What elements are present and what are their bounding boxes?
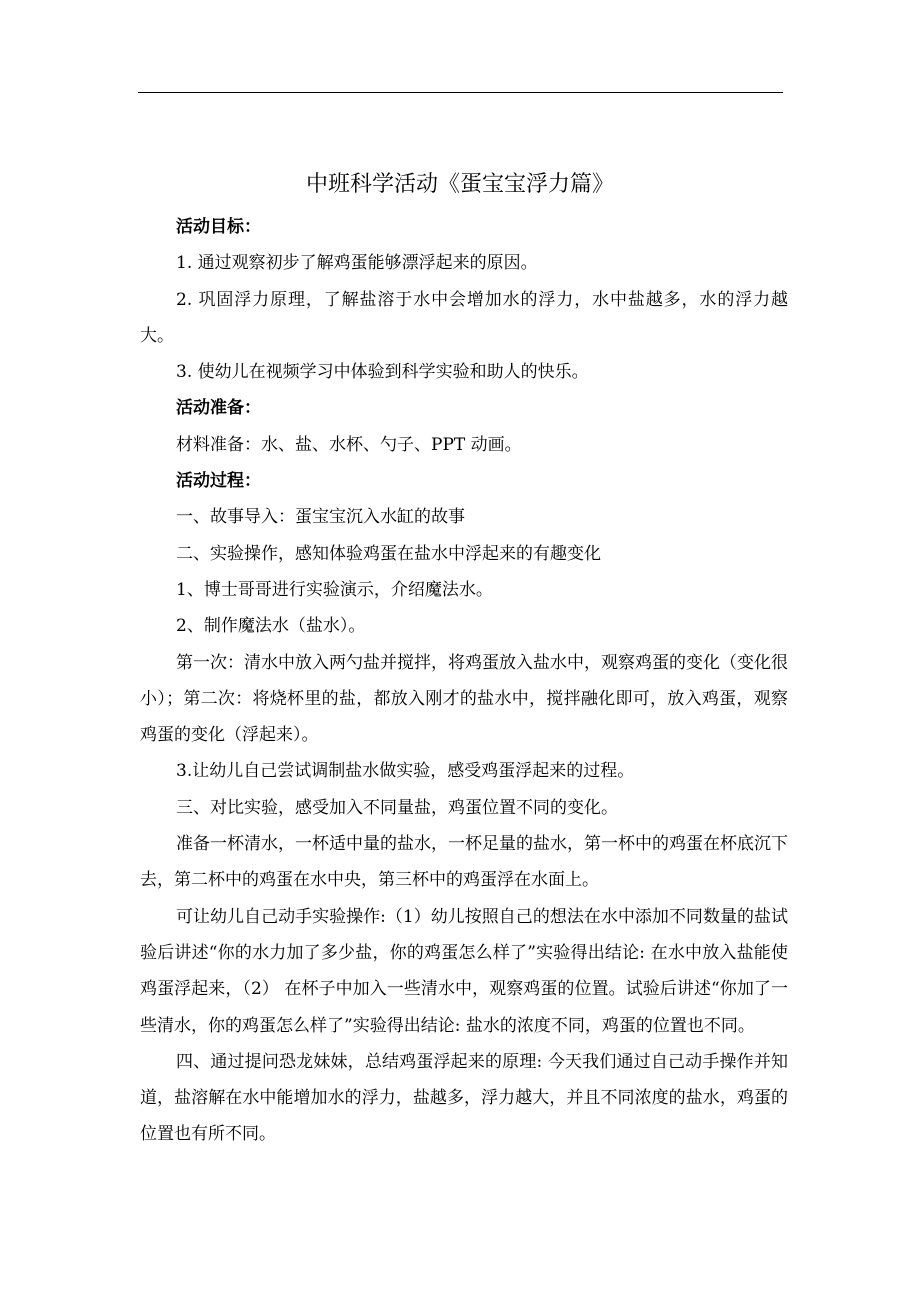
body-paragraph: 1、博士哥哥进行实验演示，介绍魔法水。 bbox=[176, 579, 493, 600]
section-heading: 活动目标： bbox=[176, 217, 261, 237]
body-paragraph: 准备一杯清水，一杯适中量的盐水，一杯足量的盐水，第一杯中的鸡蛋在杯底沉下去，第二杯中的鸡蛋在水中央，第三杯中的鸡蛋浮在水面上。 bbox=[140, 834, 788, 891]
body-paragraph: 二、实验操作，感知体验鸡蛋在盐水中浮起来的有趣变化 bbox=[176, 543, 601, 564]
body-paragraph: 1. 通过观察初步了解鸡蛋能够漂浮起来的原因。 bbox=[176, 253, 538, 274]
section-heading: 活动过程： bbox=[176, 471, 261, 492]
body-paragraph: 3.让幼儿自己尝试调制盐水做实验，感受鸡蛋浮起来的过程。 bbox=[176, 761, 635, 782]
body-paragraph: 材料准备：水、盐、水杯、勺子、PPT 动画。 bbox=[176, 434, 522, 455]
body-paragraph: 四、通过提问恐龙妹妹，总结鸡蛋浮起来的原理: 今天我们通过自己动手操作并知道，盐溶解在水中能增加水的浮力，盐越多，浮力越大，并且不同浓度的盐水，鸡蛋的位置也有所不同。 bbox=[140, 1051, 788, 1145]
body-paragraph: 三、对比实验，感受加入不同量盐，鸡蛋位置不同的变化。 bbox=[176, 797, 618, 818]
header-rule bbox=[138, 92, 783, 93]
body-paragraph: 第一次：清水中放入两勺盐并搅拌，将鸡蛋放入盐水中，观察鸡蛋的变化（变化很小）；第二次：将烧杯里的盐，都放入刚才的盐水中，搅拌融化即可，放入鸡蛋，观察鸡蛋的变化（浮起来）。 bbox=[140, 652, 788, 746]
document-body bbox=[140, 209, 788, 1153]
body-paragraph: 可让幼儿自己动手实验操作:（1）幼儿按照自己的想法在水中添加不同数量的盐试验后讲述“你的水力加了多少盐，你的鸡蛋怎么样了”实验得出结论: 在水中放入盐能使鸡蛋浮起来，（2） 在杯子中加入一些清水中，观察鸡蛋的位置。试验后讲述“你加了一些清水，你的鸡蛋怎么样了”实验得出结论: 盐水的浓度不同，鸡蛋的位置也不同。 bbox=[140, 906, 788, 1036]
body-paragraph: 2. 巩固浮力原理，了解盐溶于水中会增加水的浮力，水中盐越多，水的浮力越大。 bbox=[140, 289, 788, 346]
section-heading: 活动准备： bbox=[176, 398, 261, 419]
body-paragraph: 一、故事导入：蛋宝宝沉入水缸的故事 bbox=[176, 507, 465, 528]
document-title: 中班科学活动《蛋宝宝浮力篇》 bbox=[305, 172, 614, 197]
body-paragraph: 2、制作魔法水（盐水）。 bbox=[176, 616, 366, 637]
body-paragraph: 3. 使幼儿在视频学习中体验到科学实验和助人的快乐。 bbox=[176, 362, 589, 383]
